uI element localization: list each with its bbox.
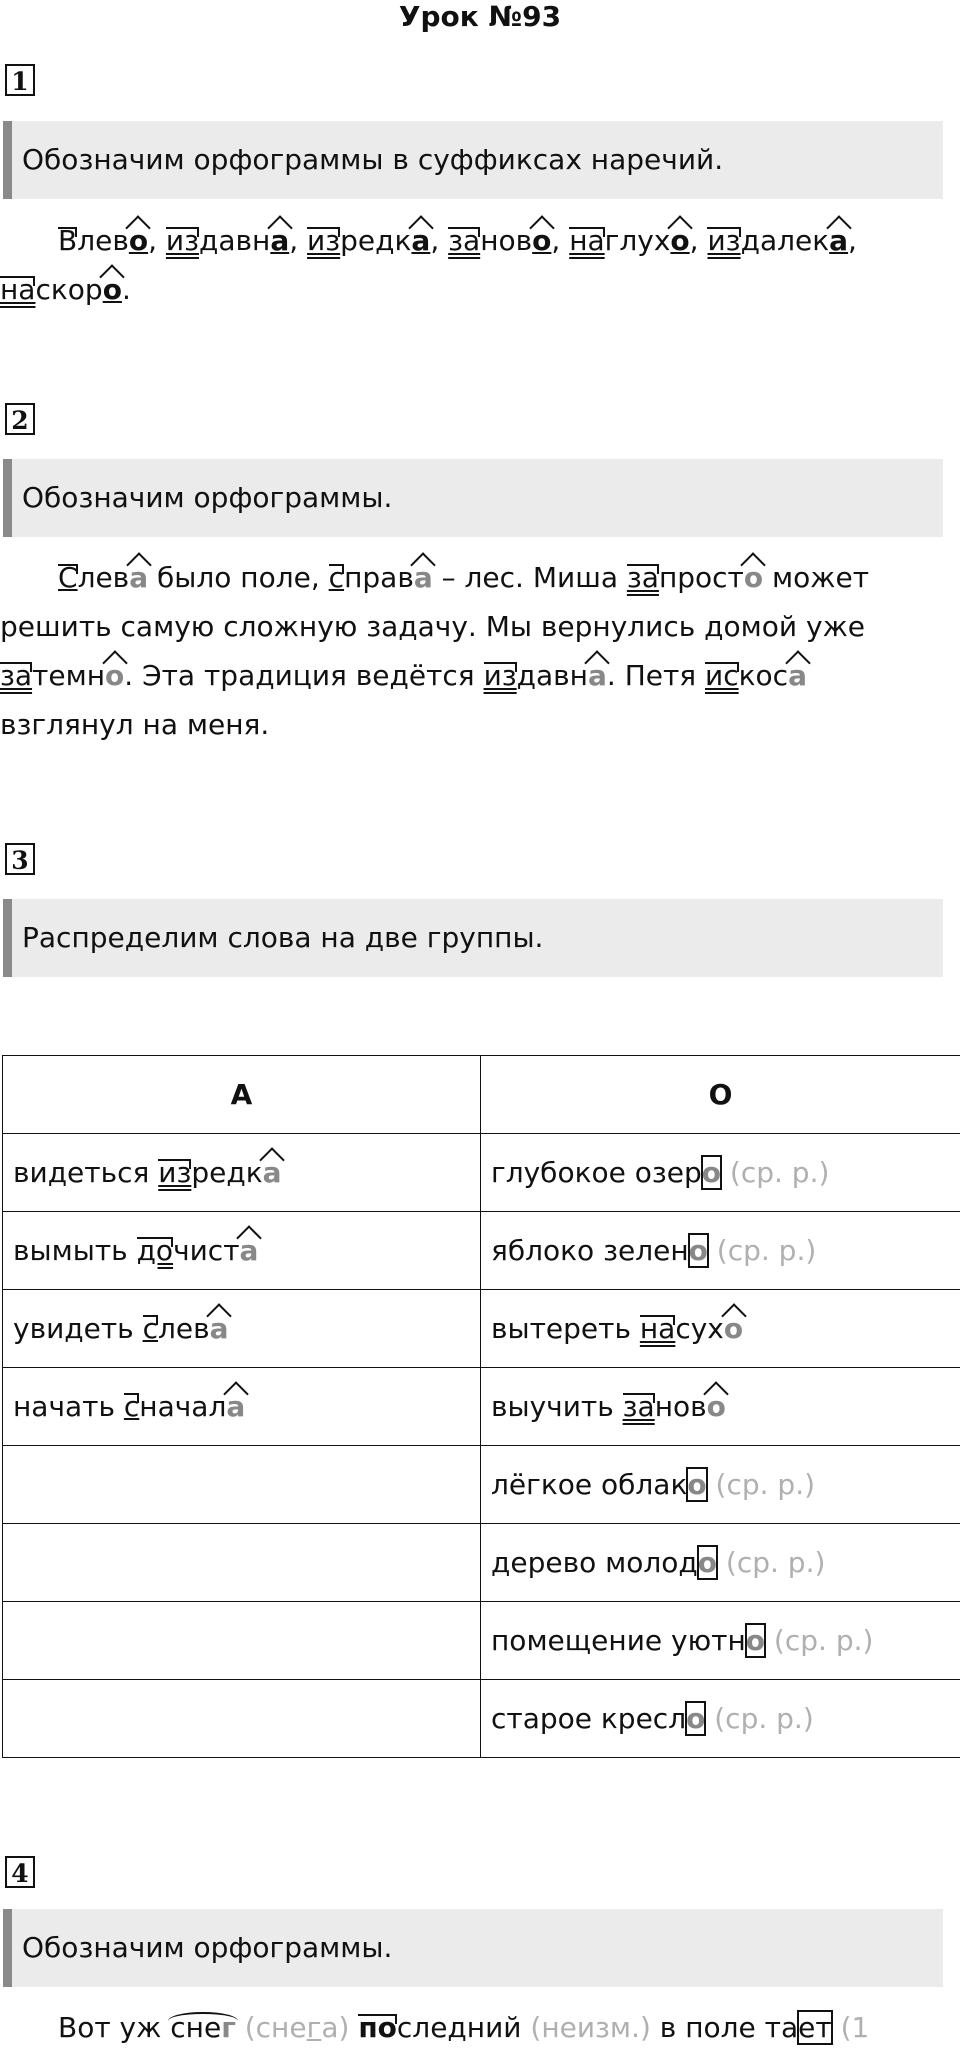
text-segment: а) [321,2011,349,2044]
prefix-mark: по [358,2011,397,2044]
prefix-mark: за [627,561,659,594]
text-segment: , [551,224,569,257]
table-row [3,1368,960,1446]
task-3-number: 3 [5,843,35,875]
table-row [3,1290,960,1368]
text-segment: (ср. р.) [708,1234,816,1267]
text-segment: глубокое озер [491,1156,702,1189]
ending-box: о [686,1702,705,1735]
text-segment: кос [739,659,788,692]
prefix-mark: за [448,224,480,257]
text-segment: – лес. Миша [433,561,627,594]
text-segment [349,2011,358,2044]
table-row [3,1602,960,1680]
prefix-mark: за [623,1390,655,1423]
text-segment: (ср. р.) [765,1624,873,1657]
prefix-mark: на [640,1312,675,1345]
text-line [0,216,950,265]
text-segment: давн [517,659,588,692]
text-segment: , [430,224,448,257]
text-segment: нов [655,1390,707,1423]
text-segment: (1 [832,2011,870,2044]
suffix-mark: о [103,273,122,306]
suffix-mark: о [744,561,763,594]
ending-box: о [698,1546,717,1579]
prefix-mark: до [137,1234,174,1267]
text-line [0,553,950,602]
suffix-mark: а [411,224,430,257]
root-arc: снег [170,2011,236,2044]
cell-group-a [3,1212,481,1290]
prefix-mark: из [166,224,199,257]
prefix-mark: с [143,1312,158,1345]
text-segment: в поле та [651,2011,798,2044]
column-header-a: А [3,1056,481,1134]
suffix-mark: а [829,224,848,257]
task-2-text [0,553,950,749]
text-segment: чист [173,1234,239,1267]
groups-table [2,1055,960,1758]
table-row [3,1134,960,1212]
cell-group-a [3,1524,481,1602]
text-segment: давн [199,224,270,257]
text-segment: выучить [491,1390,623,1423]
ending-box: о [689,1234,708,1267]
text-segment: глух [605,224,671,257]
text-segment: . Эта традиция ведётся [124,659,483,692]
text-segment: решить самую сложную задачу. Мы вернулись домой уже [0,610,865,643]
text-segment: вытереть [491,1312,640,1345]
table-header-row [3,1056,960,1134]
cell-group-a [3,1134,481,1212]
prefix-mark: с [329,561,344,594]
suffix-mark: о [129,224,148,257]
suffix-mark: а [414,561,433,594]
text-segment: . Петя [607,659,705,692]
cell-group-o [481,1212,960,1290]
suffix-mark: о [532,224,551,257]
text-line [0,2003,950,2052]
text-segment: старое кресл [491,1702,686,1735]
text-segment: (ср. р.) [707,1468,815,1501]
text-segment: взглянул на меня. [0,708,269,741]
text-segment: (ср. р.) [705,1702,813,1735]
suffix-mark: о [724,1312,743,1345]
cell-group-o [481,1290,960,1368]
suffix-mark: а [129,561,148,594]
text-segment: , [848,224,857,257]
prefix-mark: из [484,659,517,692]
text-segment: сух [675,1312,724,1345]
ending-box: о [702,1156,721,1189]
ending-box: ет [798,2011,832,2044]
text-line [0,265,950,314]
task-4-number: 4 [5,1856,35,1888]
cell-group-o [481,1524,960,1602]
suffix-mark: а [788,659,807,692]
text-segment: редк [191,1156,262,1189]
text-segment: , [690,224,708,257]
cell-group-a [3,1290,481,1368]
text-segment: (ср. р.) [717,1546,825,1579]
suffix-mark: а [226,1390,245,1423]
task-1-instruction: Обозначим орфограммы в суффиксах наречий. [3,121,943,199]
prefix-mark: ис [705,659,739,692]
text-segment: начать [13,1390,124,1423]
text-segment: далек [741,224,830,257]
suffix-mark: а [588,659,607,692]
text-segment: редк [340,224,411,257]
ending-box: о [687,1468,706,1501]
ending-box: о [746,1624,765,1657]
task-2-number: 2 [5,403,35,435]
prefix-mark: В [58,224,77,257]
text-segment: прав [344,561,414,594]
prefix-mark: из [158,1156,191,1189]
column-header-o: О [481,1056,960,1134]
suffix-mark: о [670,224,689,257]
table-row [3,1446,960,1524]
text-segment: увидеть [13,1312,143,1345]
text-segment: начал [139,1390,226,1423]
text-segment: (сне [245,2011,307,2044]
text-segment: нов [480,224,532,257]
text-line [0,602,950,651]
text-line [0,700,950,749]
prefix-mark: за [0,659,32,692]
table-row [3,1680,960,1758]
text-segment: яблоко зелен [491,1234,689,1267]
task-1-text [0,216,950,314]
cell-group-o [481,1446,960,1524]
prefix-mark: С [58,561,78,594]
text-segment: было поле, [148,561,329,594]
text-line [0,651,950,700]
text-segment: следний [397,2011,522,2044]
suffix-mark: а [263,1156,282,1189]
table-body [3,1134,960,1758]
text-segment: (ср. р.) [721,1156,829,1189]
text-segment: вымыть [13,1234,137,1267]
text-segment: , [148,224,166,257]
text-segment: . [122,273,131,306]
text-segment: лев [158,1312,210,1345]
cell-group-a [3,1680,481,1758]
text-segment: дерево молод [491,1546,698,1579]
text-segment: темн [32,659,105,692]
cell-group-o [481,1368,960,1446]
table-row [3,1212,960,1290]
prefix-mark: на [0,273,35,306]
prefix-mark: с [124,1390,139,1423]
text-segment: лев [78,561,130,594]
prefix-mark: из [707,224,740,257]
cell-group-o [481,1680,960,1758]
text-segment: видеться [13,1156,158,1189]
suffix-mark: а [240,1234,259,1267]
task-2-instruction: Обозначим орфограммы. [3,459,943,537]
text-segment: прост [659,561,744,594]
task-3-instruction: Распределим слова на две группы. [3,899,943,977]
cell-group-a [3,1368,481,1446]
suffix-mark: а [210,1312,229,1345]
text-segment: , [289,224,307,257]
prefix-mark: на [569,224,604,257]
cell-group-a [3,1446,481,1524]
text-segment: лёгкое облак [491,1468,687,1501]
text-segment: (неизм.) [530,2011,651,2044]
task-1-number: 1 [5,64,35,96]
suffix-mark: а [270,224,289,257]
suffix-mark: о [707,1390,726,1423]
cell-group-o [481,1134,960,1212]
task-4-instruction: Обозначим орфограммы. [3,1909,943,1987]
text-segment: лев [77,224,129,257]
cell-group-o [481,1602,960,1680]
suffix-mark: о [105,659,124,692]
table-row [3,1524,960,1602]
prefix-mark: из [307,224,340,257]
text-segment: г [307,2011,322,2044]
task-4-text [0,2003,950,2052]
text-segment: Вот уж [58,2011,170,2044]
text-segment: может [763,561,869,594]
lesson-title: Урок №93 [0,0,960,34]
text-segment: помещение уютн [491,1624,746,1657]
cell-group-a [3,1602,481,1680]
text-segment: скор [35,273,102,306]
